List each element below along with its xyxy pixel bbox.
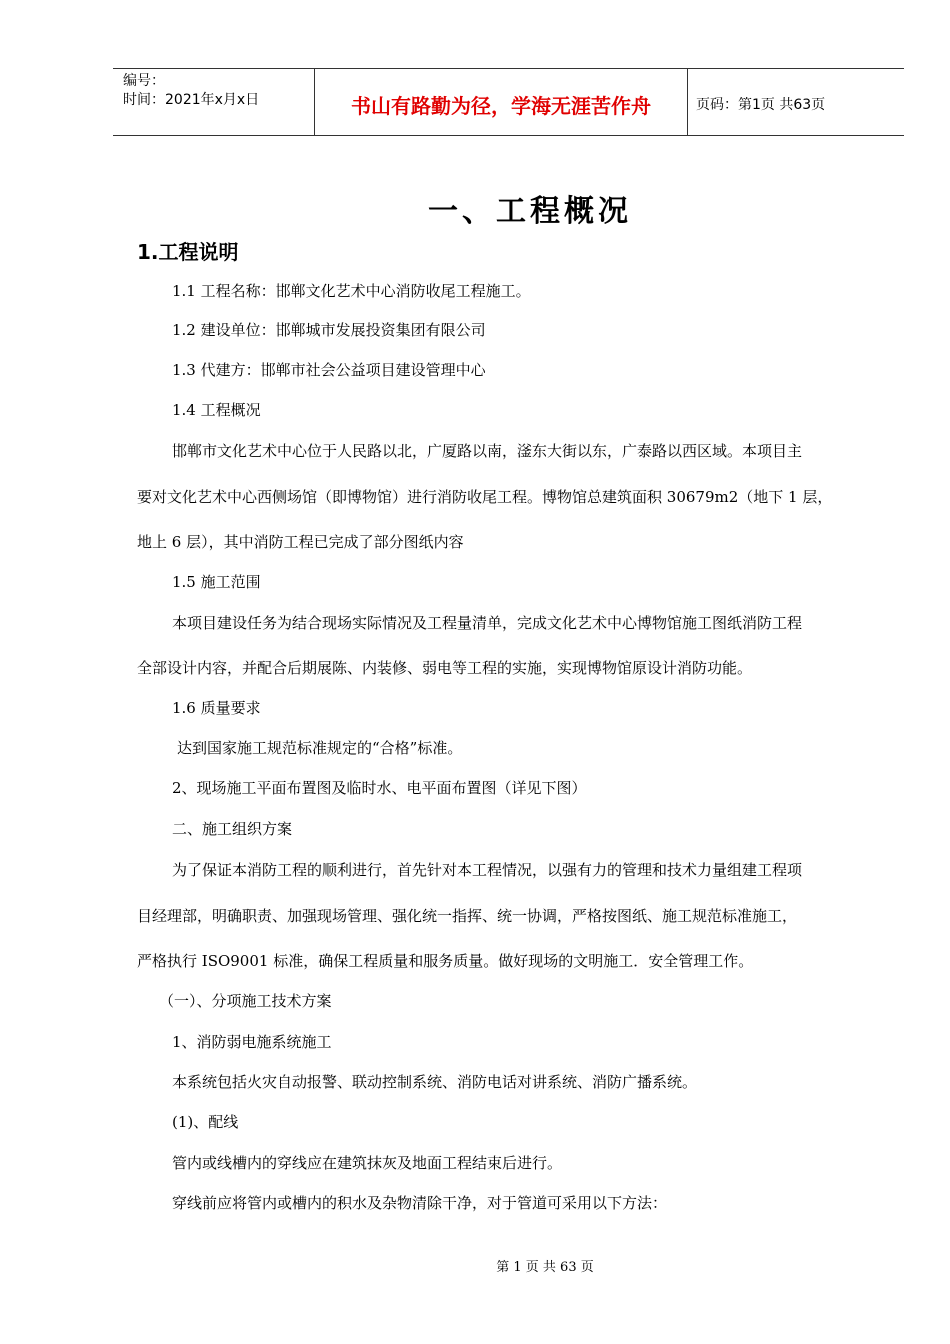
paragraph-line: 二、施工组织方案 [172, 820, 293, 838]
paragraph-line: 达到国家施工规范标准规定的“合格”标准。 [177, 739, 463, 757]
header-page-label: 页码：第1页 共63页 [696, 96, 826, 113]
paragraph-line: 1.2 建设单位：邯郸城市发展投资集团有限公司 [172, 321, 486, 339]
document-code-label: 编号： [123, 73, 165, 89]
paragraph-line: 本项目建设任务为结合现场实际情况及工程量清单，完成文化艺术中心博物馆施工图纸消防工程 [172, 614, 803, 632]
paragraph-line: 严格执行 ISO9001 标准，确保工程质量和服务质量。做好现场的文明施工．安全管理工作。 [137, 952, 754, 970]
paragraph-line: (1)、配线 [172, 1113, 239, 1131]
paragraph-line: 为了保证本消防工程的顺利进行，首先针对本工程情况，以强有力的管理和技术力量组建工程项 [172, 861, 803, 879]
paragraph-line: 地上 6 层），其中消防工程已完成了部分图纸内容 [137, 533, 464, 551]
paragraph-line: 1、消防弱电施系统施工 [172, 1033, 332, 1051]
paragraph-line: 1.3 代建方：邯郸市社会公益项目建设管理中心 [172, 361, 486, 379]
page-footer: 第 1 页 共 63 页 [496, 1260, 594, 1275]
paragraph-line: 本系统包括火灾自动报警、联动控制系统、消防电话对讲系统、消防广播系统。 [172, 1073, 698, 1091]
page-title: 一、工程概况 [428, 194, 632, 229]
paragraph-line: 穿线前应将管内或槽内的积水及杂物清除干净，对于管道可采用以下方法： [172, 1194, 668, 1212]
header-meta-cell [113, 69, 315, 135]
paragraph-line: （一）、分项施工技术方案 [159, 992, 332, 1010]
document-time-label: 时间：2021年x月x日 [123, 92, 260, 108]
header-motto: 书山有路勤为径，学海无涯苦作舟 [351, 93, 651, 118]
paragraph-line: 管内或线槽内的穿线应在建筑抹灰及地面工程结束后进行。 [172, 1154, 563, 1172]
header-table [113, 68, 904, 136]
paragraph-line: 2、现场施工平面布置图及临时水、电平面布置图（详见下图） [172, 779, 587, 797]
paragraph-line: 邯郸市文化艺术中心位于人民路以北，广厦路以南，滏东大街以东，广泰路以西区域。本项目主 [172, 442, 803, 460]
paragraph-line: 1.5 施工范围 [172, 573, 261, 591]
header-page-cell [688, 69, 904, 135]
header-motto-cell [315, 69, 688, 135]
paragraph-line: 要对文化艺术中心西侧场馆（即博物馆）进行消防收尾工程。博物馆总建筑面积 30679m2（地下 1 层， [137, 488, 833, 506]
paragraph-line: 全部设计内容，并配合后期展陈、内装修、弱电等工程的实施，实现博物馆原设计消防功能。 [137, 659, 753, 677]
paragraph-line: 1.1 工程名称：邯郸文化艺术中心消防收尾工程施工。 [172, 282, 531, 300]
section-title: 1.工程说明 [137, 240, 239, 264]
paragraph-line: 1.6 质量要求 [172, 699, 261, 717]
paragraph-line: 1.4 工程概况 [172, 401, 261, 419]
paragraph-line: 目经理部，明确职责、加强现场管理、强化统一指挥、统一协调，严格按图纸、施工规范标准施工， [137, 907, 798, 925]
